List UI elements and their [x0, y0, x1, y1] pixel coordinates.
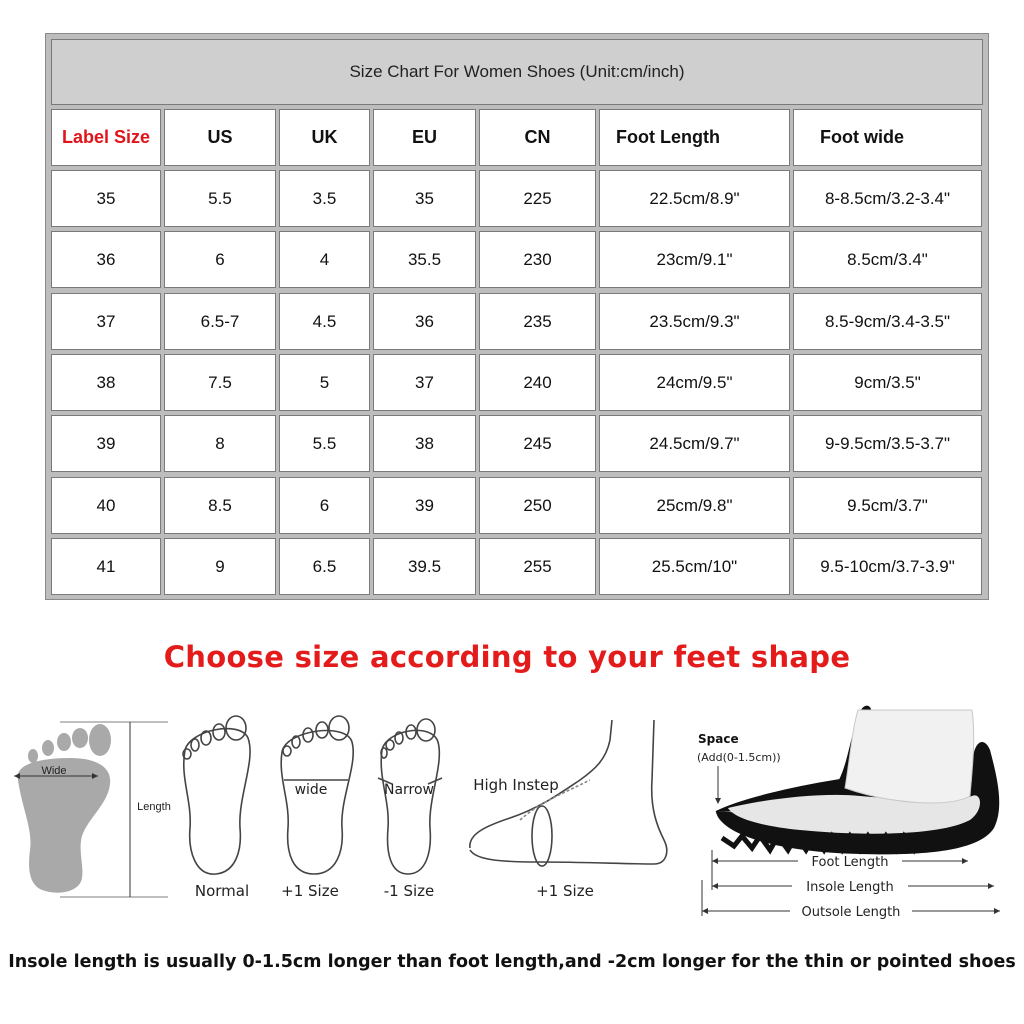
table-row-partial — [793, 599, 982, 600]
cell-foot-length: 23cm/9.1" — [599, 231, 790, 288]
cell-foot-wide: 8-8.5cm/3.2-3.4" — [793, 170, 982, 227]
cell-us: 8 — [164, 415, 276, 472]
cell-uk: 5 — [279, 354, 370, 411]
cell-foot-wide: 9cm/3.5" — [793, 354, 982, 411]
cell-uk: 4.5 — [279, 293, 370, 350]
cell-label-size: 35 — [51, 170, 161, 227]
insole-length-note: Insole length is usually 0-1.5cm longer than foot length,and -2cm longer for the thin or pointed shoes — [8, 952, 1016, 972]
table-row-partial — [373, 599, 476, 600]
header-uk: UK — [279, 109, 370, 166]
cell-label-size: 37 — [51, 293, 161, 350]
table-row-partial — [279, 599, 370, 600]
cell-label-size: 38 — [51, 354, 161, 411]
header-foot-wide: Foot wide — [793, 109, 982, 166]
cell-cn: 245 — [479, 415, 596, 472]
header-cn: CN — [479, 109, 596, 166]
foot-length-label: Foot Length — [811, 855, 889, 870]
cell-label-size: 40 — [51, 477, 161, 534]
caption-instep: +1 Size — [536, 882, 594, 900]
cell-cn: 235 — [479, 293, 596, 350]
cell-foot-length: 22.5cm/8.9" — [599, 170, 790, 227]
space-note: (Add(0-1.5cm)) — [697, 751, 781, 764]
table-row-partial — [479, 599, 596, 600]
length-label: Length — [137, 801, 171, 813]
cell-us: 6 — [164, 231, 276, 288]
caption-wide: +1 Size — [281, 882, 339, 900]
table-row-partial — [599, 599, 790, 600]
cell-eu: 36 — [373, 293, 476, 350]
cell-foot-wide: 8.5cm/3.4" — [793, 231, 982, 288]
wide-label: Wide — [41, 765, 67, 777]
size-chart-table — [45, 33, 989, 600]
cell-uk: 4 — [279, 231, 370, 288]
cell-eu: 39 — [373, 477, 476, 534]
cell-cn: 240 — [479, 354, 596, 411]
cell-foot-wide: 9.5-10cm/3.7-3.9" — [793, 538, 982, 595]
high-instep-label: High Instep — [473, 776, 559, 794]
caption-narrow: -1 Size — [383, 882, 435, 900]
cell-uk: 3.5 — [279, 170, 370, 227]
footprint-icon — [18, 724, 111, 893]
cell-eu: 39.5 — [373, 538, 476, 595]
cell-cn: 230 — [479, 231, 596, 288]
cell-foot-length: 25.5cm/10" — [599, 538, 790, 595]
cell-label-size: 41 — [51, 538, 161, 595]
cell-us: 8.5 — [164, 477, 276, 534]
header-us: US — [164, 109, 276, 166]
cell-label-size: 39 — [51, 415, 161, 472]
insole-length-label: Insole Length — [806, 880, 894, 895]
cell-foot-length: 24cm/9.5" — [599, 354, 790, 411]
cell-label-size: 36 — [51, 231, 161, 288]
wide-inner-label: wide — [294, 782, 328, 798]
space-label: Space — [698, 732, 739, 746]
header-eu: EU — [373, 109, 476, 166]
cell-foot-length: 24.5cm/9.7" — [599, 415, 790, 472]
cell-foot-wide: 8.5-9cm/3.4-3.5" — [793, 293, 982, 350]
cell-cn: 250 — [479, 477, 596, 534]
cell-us: 9 — [164, 538, 276, 595]
cell-us: 5.5 — [164, 170, 276, 227]
table-title: Size Chart For Women Shoes (Unit:cm/inch) — [51, 39, 983, 105]
header-label-size: Label Size — [51, 109, 161, 166]
cell-us: 7.5 — [164, 354, 276, 411]
caption-normal: Normal — [194, 882, 250, 900]
table-row-partial — [164, 599, 276, 600]
narrow-inner-label: Narrow — [383, 782, 435, 798]
cell-cn: 255 — [479, 538, 596, 595]
cell-eu: 38 — [373, 415, 476, 472]
cell-eu: 35.5 — [373, 231, 476, 288]
cell-uk: 6.5 — [279, 538, 370, 595]
cell-uk: 5.5 — [279, 415, 370, 472]
cell-foot-length: 25cm/9.8" — [599, 477, 790, 534]
footprint-diagram — [14, 722, 171, 897]
outsole-length-label: Outsole Length — [801, 905, 901, 920]
cell-uk: 6 — [279, 477, 370, 534]
shoe-cross-section — [716, 707, 999, 855]
cell-foot-length: 23.5cm/9.3" — [599, 293, 790, 350]
foot-shape-normal — [183, 716, 250, 874]
cell-eu: 35 — [373, 170, 476, 227]
foot-shape-illustration — [0, 700, 1024, 930]
choose-size-heading: Choose size according to your feet shape — [163, 640, 851, 674]
cell-foot-wide: 9-9.5cm/3.5-3.7" — [793, 415, 982, 472]
cell-eu: 37 — [373, 354, 476, 411]
header-foot-length: Foot Length — [599, 109, 790, 166]
cell-foot-wide: 9.5cm/3.7" — [793, 477, 982, 534]
cell-us: 6.5-7 — [164, 293, 276, 350]
table-row-partial — [51, 599, 161, 600]
cell-cn: 225 — [479, 170, 596, 227]
